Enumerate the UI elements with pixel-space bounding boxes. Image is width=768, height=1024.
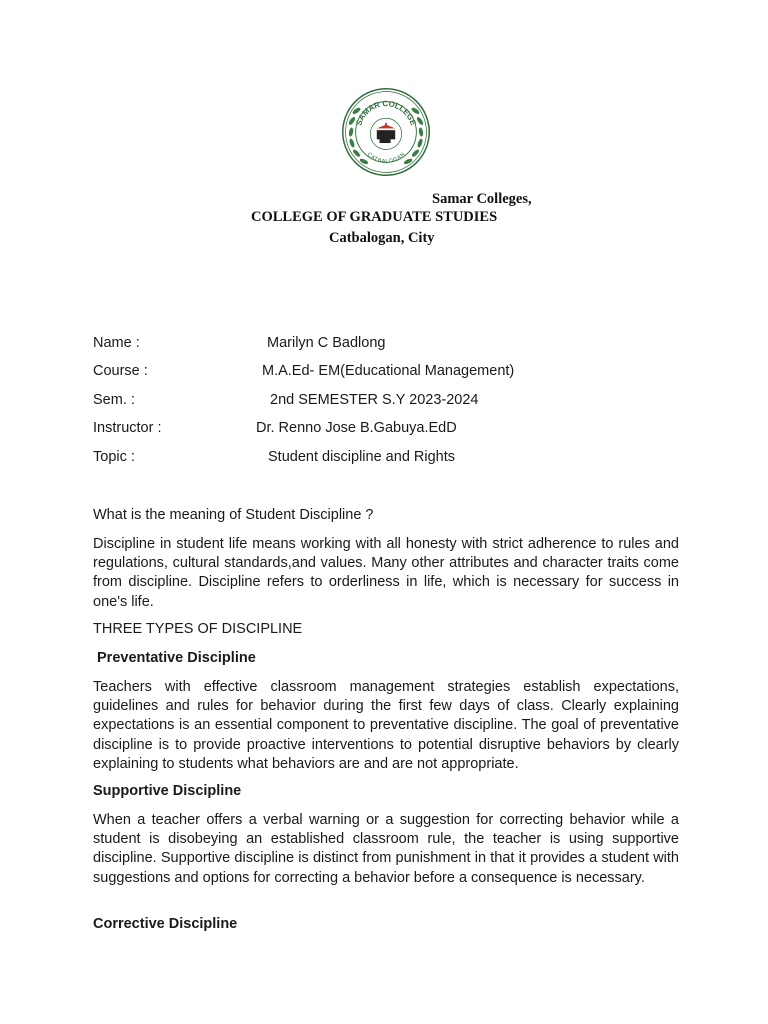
- header-school-name: Samar Colleges,: [432, 191, 532, 207]
- preventative-heading: Preventative Discipline: [97, 650, 256, 666]
- instructor-value: Dr. Renno Jose B.Gabuya.EdD: [256, 420, 457, 436]
- name-label: Name :: [93, 335, 140, 351]
- question-heading: What is the meaning of Student Discipline ?: [93, 507, 374, 523]
- supportive-heading: Supportive Discipline: [93, 783, 242, 799]
- types-heading: THREE TYPES OF DISCIPLINE: [93, 621, 303, 637]
- seal-top-text: SAMAR COLLEGE: [354, 99, 418, 127]
- name-value: Marilyn C Badlong: [267, 335, 386, 351]
- discipline-definition-paragraph: Discipline in student life means working with all honesty with strict adherence to rules and regulations, cultural standards,and values. Many other attributes and character traits come from discipline. Discipline refers to orderliness in life, which is necessary for success in one's life.: [93, 536, 679, 610]
- supportive-paragraph: When a teacher offers a verbal warning or a suggestion for correcting behavior while a student is disobeying an established classroom rule, the teacher is using supportive discipline. Supportive discipline is distinct from punishment in that it provides a student with suggestions and options for correcting a behavior before a consequence is necessary.: [93, 812, 679, 886]
- header-college-name: COLLEGE OF GRADUATE STUDIES: [251, 209, 498, 225]
- sem-label: Sem. :: [93, 392, 135, 408]
- course-value: M.A.Ed- EM(Educational Management): [262, 363, 515, 379]
- header-location: Catbalogan, City: [329, 230, 435, 246]
- svg-text:CATBALOGAN: [366, 152, 407, 165]
- topic-value: Student discipline and Rights: [268, 449, 456, 465]
- topic-label: Topic :: [93, 449, 135, 465]
- preventative-paragraph: Teachers with effective classroom management strategies establish expectations, guidelines and rules for behavior during the first few days of class. Clearly explaining expectations is an essential component to preventative discipline. The goal of preventative discipline is to provide proactive interventions to potential disruptive behaviors by clearly explaining to students what behaviors are and are not appropriate.: [93, 679, 679, 772]
- instructor-label: Instructor :: [93, 420, 162, 436]
- college-seal-logo: [340, 86, 432, 178]
- course-label: Course :: [93, 363, 148, 379]
- corrective-heading: Corrective Discipline: [93, 916, 238, 932]
- seal-bottom-text: CATBALOGAN: [365, 151, 407, 165]
- sem-value: 2nd SEMESTER S.Y 2023-2024: [270, 392, 479, 408]
